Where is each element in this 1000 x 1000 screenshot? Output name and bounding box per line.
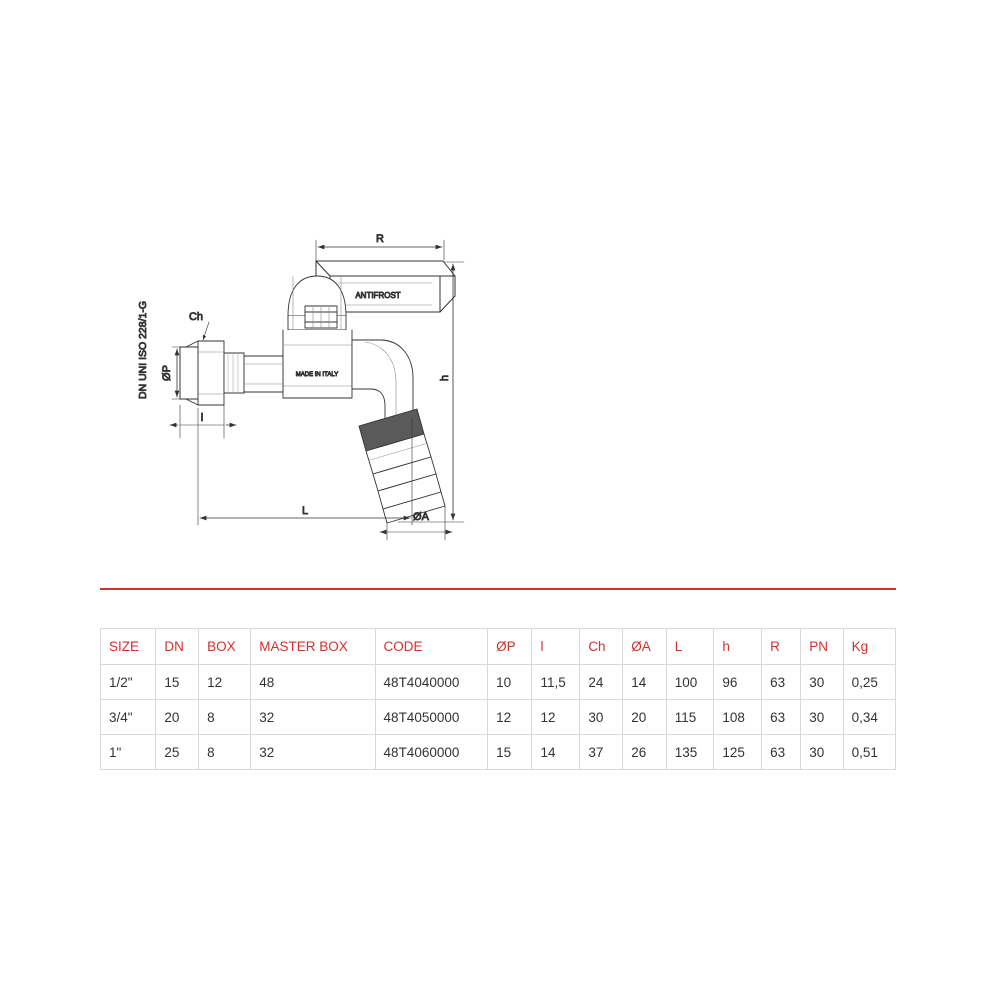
cell-code: 48T4060000 <box>375 735 488 770</box>
column-header-l: L <box>666 629 714 665</box>
cell-ch: 24 <box>580 665 623 700</box>
cell-dn: 15 <box>156 665 199 700</box>
cell-l: 135 <box>666 735 714 770</box>
column-header-code: CODE <box>375 629 488 665</box>
cell-size: 1/2" <box>101 665 156 700</box>
cell-h: 96 <box>714 665 762 700</box>
cell-box: 8 <box>199 700 251 735</box>
cell-dn: 25 <box>156 735 199 770</box>
cell-box: 12 <box>199 665 251 700</box>
dimension-op-label: ØP <box>161 365 173 381</box>
dimension-l-label: L <box>301 505 309 517</box>
cell-r: 63 <box>762 735 801 770</box>
cell-l: 100 <box>666 665 714 700</box>
dimension-ch <box>203 322 209 340</box>
section-divider <box>100 588 896 590</box>
cell-i: 12 <box>532 700 580 735</box>
cell-code: 48T4050000 <box>375 700 488 735</box>
dimension-oa-label: ØA <box>413 511 429 523</box>
hose-nozzle <box>359 409 445 523</box>
column-header-ch: Ch <box>580 629 623 665</box>
cell-r: 63 <box>762 665 801 700</box>
column-header-master-box: MASTER BOX <box>251 629 375 665</box>
column-header-pn: PN <box>801 629 843 665</box>
cell-box: 8 <box>199 735 251 770</box>
cell-i: 14 <box>532 735 580 770</box>
cell-ch: 30 <box>580 700 623 735</box>
cell-pn: 30 <box>801 700 843 735</box>
dimension-r-label: R <box>376 233 384 245</box>
cell-op: 10 <box>488 665 532 700</box>
cell-dn: 20 <box>156 700 199 735</box>
column-header-h: h <box>714 629 762 665</box>
cell-l: 115 <box>666 700 714 735</box>
cell-code: 48T4040000 <box>375 665 488 700</box>
table-row <box>101 700 896 735</box>
cell-op: 12 <box>488 700 532 735</box>
column-header-kg: Kg <box>843 629 895 665</box>
cell-pn: 30 <box>801 735 843 770</box>
cell-master-box: 48 <box>251 665 375 700</box>
column-header-oa: ØA <box>623 629 667 665</box>
column-header-size: SIZE <box>101 629 156 665</box>
cell-master-box: 32 <box>251 700 375 735</box>
cell-oa: 20 <box>623 700 667 735</box>
valve-body <box>283 330 352 398</box>
column-header-r: R <box>762 629 801 665</box>
cell-oa: 26 <box>623 735 667 770</box>
cell-ch: 37 <box>580 735 623 770</box>
cell-kg: 0,51 <box>843 735 895 770</box>
dimension-i-label: l <box>200 412 204 424</box>
cell-h: 125 <box>714 735 762 770</box>
dimension-ch-label: Ch <box>188 311 204 323</box>
valve-stem-detail <box>305 306 337 328</box>
thread-note-label: DN UNI ISO 228/1-G <box>137 300 149 400</box>
body-mark-text: MADE IN ITALY <box>295 372 339 378</box>
cell-kg: 0,34 <box>843 700 895 735</box>
cell-master-box: 32 <box>251 735 375 770</box>
cell-size: 3/4" <box>101 700 156 735</box>
valve-inlet <box>180 341 283 405</box>
column-header-box: BOX <box>199 629 251 665</box>
cell-op: 15 <box>488 735 532 770</box>
column-header-dn: DN <box>156 629 199 665</box>
cell-size: 1" <box>101 735 156 770</box>
column-header-i: l <box>532 629 580 665</box>
table-header-row <box>101 629 896 665</box>
cell-oa: 14 <box>623 665 667 700</box>
table-row <box>101 665 896 700</box>
cell-kg: 0,25 <box>843 665 895 700</box>
cell-r: 63 <box>762 700 801 735</box>
table-row <box>101 735 896 770</box>
column-header-op: ØP <box>488 629 532 665</box>
specification-table <box>100 628 896 770</box>
lever-brand-text: ANTIFROST <box>355 291 401 300</box>
cell-pn: 30 <box>801 665 843 700</box>
cell-i: 11,5 <box>532 665 580 700</box>
dimension-h-label: h <box>439 374 451 382</box>
cell-h: 108 <box>714 700 762 735</box>
specification-table-wrapper <box>100 628 896 770</box>
